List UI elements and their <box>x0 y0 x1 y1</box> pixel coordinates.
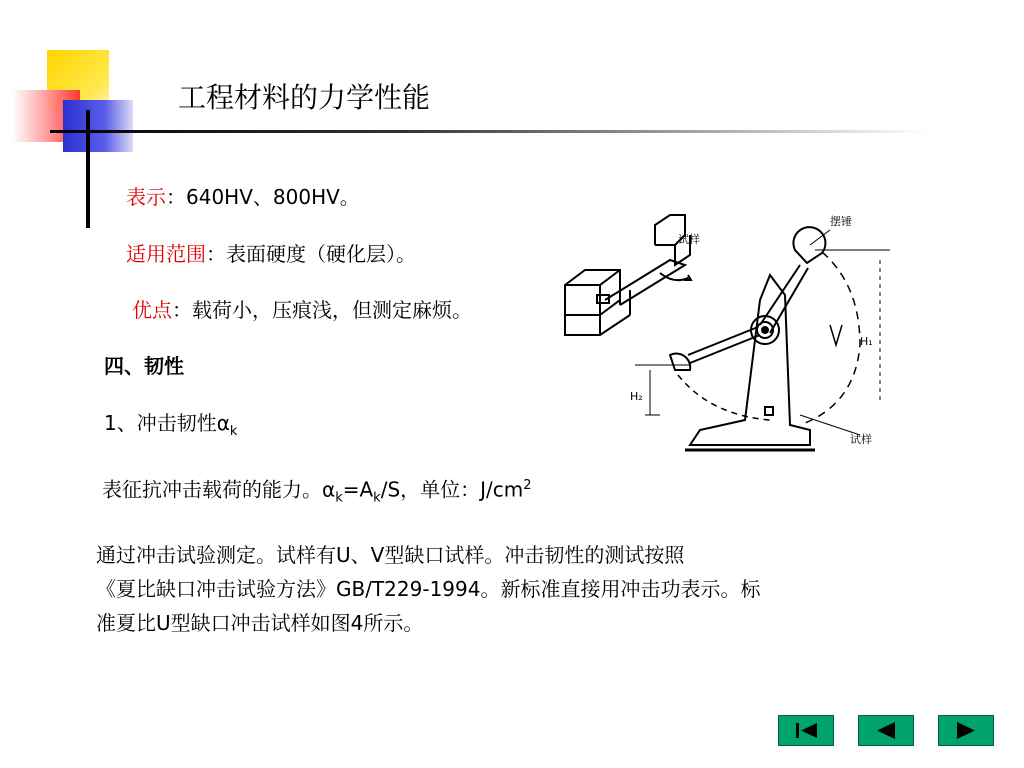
row-label: 优点 <box>132 298 172 322</box>
paragraph-line: 准夏比U型缺口冲击试样如图4所示。 <box>96 611 424 635</box>
subsection-prefix: 1、冲击韧性α <box>104 411 230 435</box>
label-specimen: 试样 <box>678 233 700 246</box>
label-h2: H₂ <box>630 390 643 403</box>
specimen-drawing <box>565 215 691 335</box>
row-text: 载荷小，压痕浅，但测定麻烦。 <box>192 298 472 322</box>
body-paragraph <box>96 538 936 640</box>
row-biaoshi <box>126 183 360 211</box>
label-h1: H₁ <box>860 335 873 348</box>
impact-test-diagram <box>560 205 900 455</box>
first-slide-icon <box>779 716 833 745</box>
subsection-sub: k <box>229 424 238 439</box>
previous-slide-icon <box>859 716 913 745</box>
first-slide-button[interactable] <box>778 715 834 746</box>
row-text: 表面硬度（硬化层）。 <box>226 242 416 266</box>
row-label: 表示 <box>126 185 166 209</box>
decor-horizontal-line <box>50 130 930 133</box>
page-title: 工程材料的力学性能 <box>178 81 431 114</box>
row-sep: ： <box>172 298 192 322</box>
decor-blue-square <box>63 100 133 152</box>
paragraph-line: 通过冲击试验测定。试样有U、V型缺口试样。冲击韧性的测试按照 <box>96 543 685 567</box>
formula-sup-c: 2 <box>523 478 532 493</box>
formula-line <box>102 472 532 513</box>
label-specimen-bottom: 试样 <box>850 433 872 446</box>
row-text: 640HV、800HV。 <box>186 185 360 209</box>
row-youdian <box>132 296 472 324</box>
formula-part-a: 表征抗冲击载荷的能力。α <box>102 477 336 502</box>
formula-part-b: =A <box>342 477 374 502</box>
previous-slide-button[interactable] <box>858 715 914 746</box>
decor-vertical-line <box>86 110 90 228</box>
section-heading: 四、韧性 <box>104 354 184 378</box>
row-fanwei <box>126 240 416 268</box>
paragraph-line: 《夏比缺口冲击试验方法》GB/T229-1994。新标准直接用冲击功表示。标 <box>96 577 761 601</box>
next-slide-icon <box>939 716 993 745</box>
subsection-heading <box>104 409 237 446</box>
formula-sub-a: k <box>335 490 343 506</box>
next-slide-button[interactable] <box>938 715 994 746</box>
formula-sub-b: k <box>373 490 381 506</box>
row-sep: ： <box>166 185 186 209</box>
formula-part-c: /S，单位：J/cm <box>380 477 524 502</box>
row-label: 适用范围 <box>126 242 206 266</box>
row-sep: ： <box>206 242 226 266</box>
label-pendulum: 摆锤 <box>830 215 852 228</box>
